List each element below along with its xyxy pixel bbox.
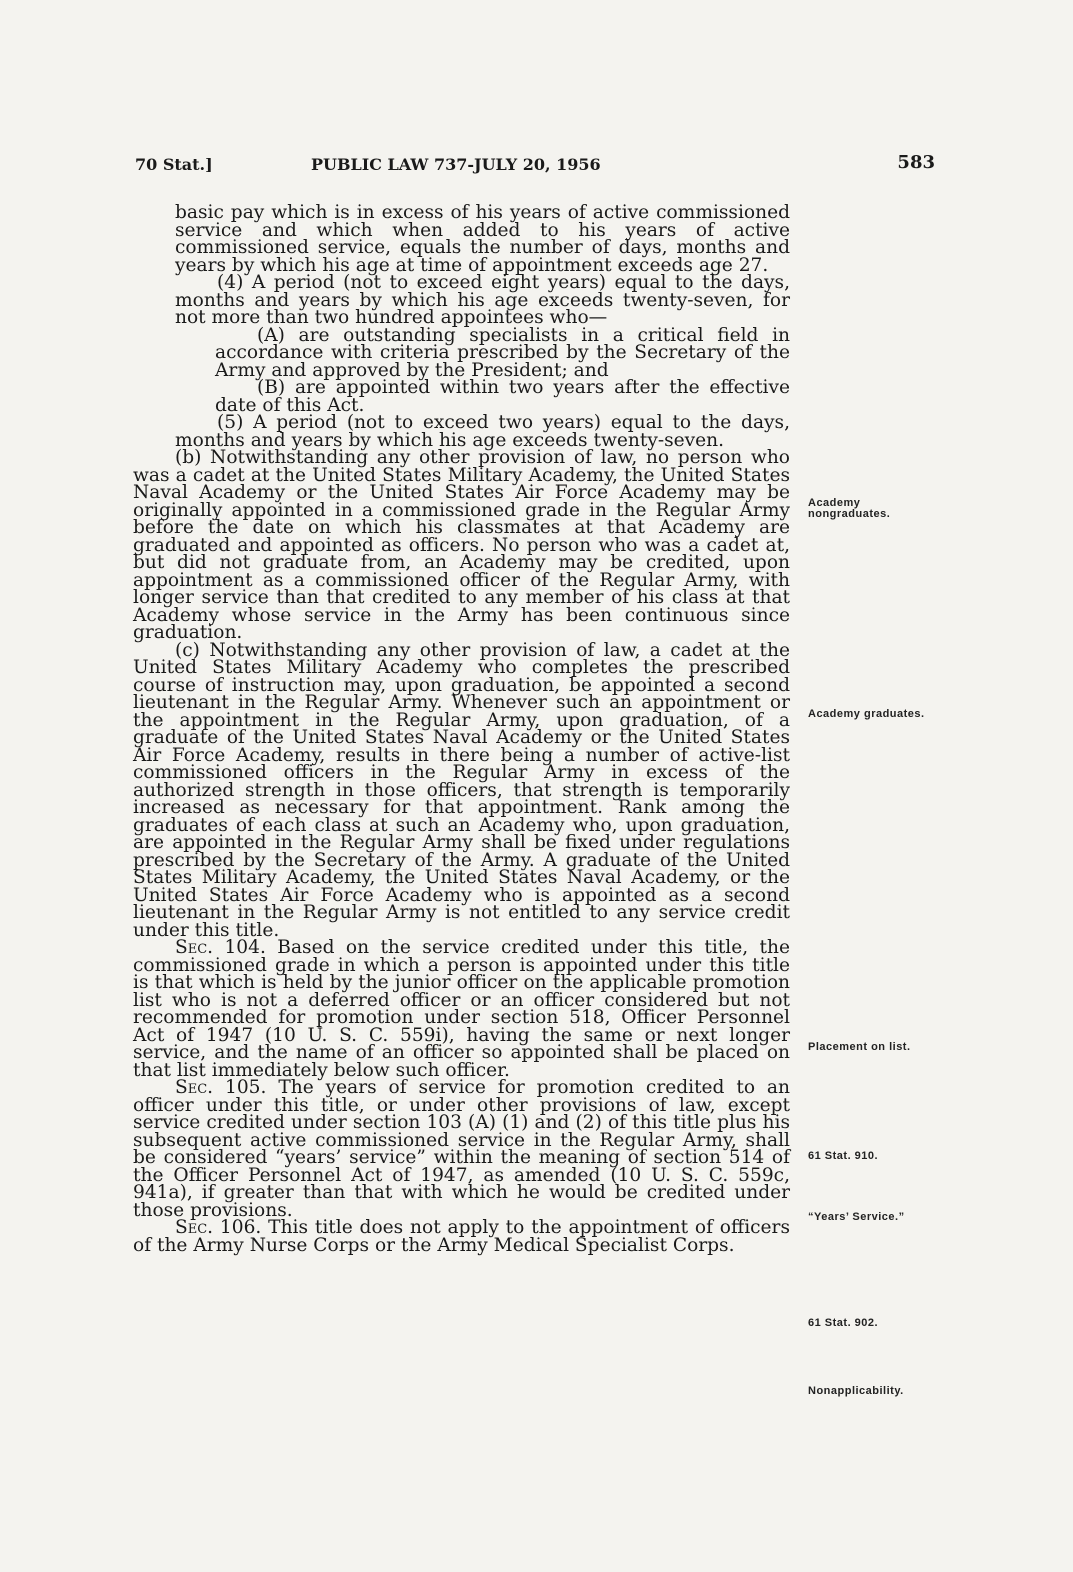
running-title: PUBLIC LAW 737-JULY 20, 1956 <box>311 155 601 174</box>
subsection-b: (b) Notwithstanding any other provision of law, no person who was a cadet at the United States Military Academy, the United States Naval Academy or the United States Air Force Academy may be originally appointed in a commissioned grade in the Regular Army before the date on which his classmates at that Academy are graduated and appointed as officers. No person who was a cadet at, but did not graduate from, an Academy may be credited, upon appointment as a commissioned officer of the Regular Army, with longer service than that credited to any member of his class at that Academy whose service in the Army has been continuous since graduation. <box>133 447 790 643</box>
section-106-text: This title does not apply to the appointment of officers of the Army Nurse Corps or the Army Medical Specialist Corps. <box>133 1217 790 1256</box>
paragraph-5: (5) A period (not to exceed two years) equal to the days, months and years by which his age exceeds twenty-seven. <box>175 412 790 451</box>
body-text <box>133 204 790 1254</box>
section-104 <box>133 939 790 1079</box>
section-104-text: Based on the service credited under this title, the commissioned grade in which a person is appointed under this title is that which is held by the junior officer on the applicable promotion list who is not a deferred officer or an officer considered but not recommended for promotion under section 518, Officer Personnel Act of 1947 (10 U. S. C. 559i), having the same or next longer service, and the name of an officer so appointed shall be placed on that list immediately below such officer. <box>133 937 790 1081</box>
margin-note-stat-910: 61 Stat. 910. <box>808 1150 879 1162</box>
margin-note-academy-graduates: Academy graduates. <box>808 708 925 720</box>
volume-label: 70 Stat.] <box>135 155 213 174</box>
subsection-c: (c) Notwithstanding any other provision of law, a cadet at the United States Military Academy who completes the prescribed course of instruction may, upon graduation, be appointed a second lieutenant in the Regular Army. Whenever such an appointment or the appointment in the Regular Army, upon graduation, of a graduate of the United States Naval Academy or the United States Air Force Academy, results in there being a number of active-list commissioned officers in the Regular Army in excess of the authorized strength in those officers, that strength is temporarily increased as necessary for that appointment. Rank among the graduates of each class at such an Academy who, upon graduation, are appointed in the Regular Army shall be fixed under regulations prescribed by the Secretary of the Army. A graduate of the United States Military Academy, the United States Naval Academy, or the United States Air Force Academy who is appointed as a second lieutenant in the Regular Army is not entitled to any service credit under this title. <box>133 639 790 941</box>
margin-note-nonapplicability: Nonapplicability. <box>808 1385 904 1397</box>
subparagraph-b: (B) are appointed within two years after the effective date of this Act. <box>215 377 790 416</box>
section-106-label: Sec. 106. <box>175 1217 262 1238</box>
paragraph-4: (4) A period (not to exceed eight years) equal to the days, months and years by which his age exceeds twenty-seven, for not more than two hundred appointees who— <box>175 272 790 328</box>
margin-note-stat-902: 61 Stat. 902. <box>808 1317 879 1329</box>
margin-note-placement: Placement on list. <box>808 1041 911 1053</box>
section-105 <box>133 1079 790 1219</box>
subparagraph-a: (A) are outstanding specialists in a critical field in accordance with criteria prescribed by the Secretary of the Army and approved by the President; and <box>215 324 790 381</box>
margin-note-academy-nongraduates: Academy nongraduates. <box>808 497 891 520</box>
paragraph-continuation: basic pay which is in excess of his years of active commissioned service and which when added to his years of active commissioned service, equals the number of days, months and years by which his age at time of appointment exceeds age 27. <box>175 202 790 276</box>
section-105-text: The years of service for promotion credited to an officer under this title, or under other provisions of law, except service credited under section 103 (A) (1) and (2) of this title plus his subsequent active commissioned service in the Regular Army, shall be considered “years’ service” within the meaning of section 514 of the Officer Personnel Act of 1947, as amended (10 U. S. C. 559c, 941a), if greater than that with which he would be credited under those provisions. <box>133 1077 790 1221</box>
section-104-label: Sec. 104. <box>175 937 266 958</box>
page-number: 583 <box>897 152 935 173</box>
page-header <box>135 152 935 185</box>
section-105-label: Sec. 105. <box>175 1077 267 1098</box>
section-106 <box>133 1219 790 1254</box>
margin-note-years-service: “Years’ Service.” <box>808 1211 905 1223</box>
